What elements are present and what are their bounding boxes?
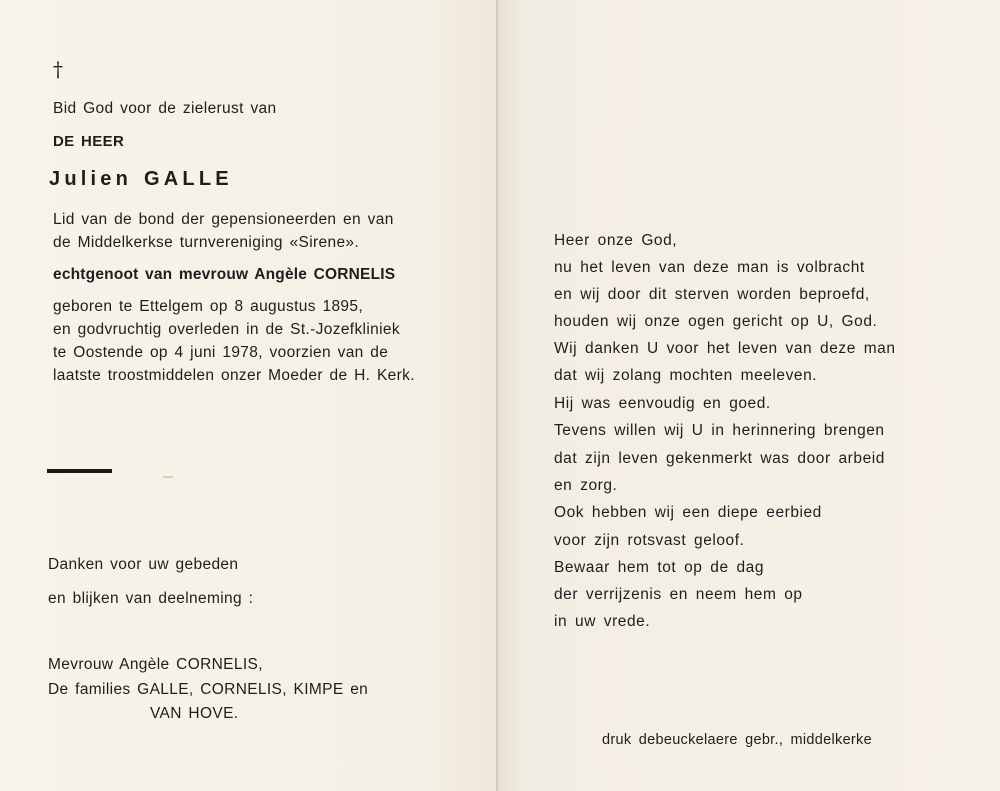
first-name: Julien: [49, 168, 132, 190]
last-name: GALLE: [144, 168, 233, 190]
biography-line-4: laatste troostmiddelen onzer Moeder de H. Kerk.: [53, 367, 415, 384]
prayer-line-12: voor zijn rotsvast geloof.: [554, 532, 745, 549]
prayer-line-14: der verrijzenis en neem hem op: [554, 586, 803, 603]
family-line-3: VAN HOVE.: [150, 705, 239, 722]
membership-line-2: de Middelkerkse turnvereniging «Sirene».: [53, 234, 360, 251]
thanks-line-1: Danken voor uw gebeden: [48, 556, 239, 573]
thanks-line-2: en blijken van deelneming :: [48, 590, 254, 607]
right-panel: [498, 0, 1000, 791]
deceased-name: [49, 166, 233, 192]
membership-line-1: Lid van de bond der gepensioneerden en van: [53, 211, 394, 228]
prayer-line-5: Wij danken U voor het leven van deze man: [554, 340, 896, 357]
printer-credit: druk debeuckelaere gebr., middelkerke: [602, 732, 872, 748]
prayer-line-13: Bewaar hem tot op de dag: [554, 559, 765, 576]
prayer-line-8: Tevens willen wij U in herinnering brengen: [554, 422, 885, 439]
cross-icon: †: [53, 57, 63, 81]
title-text: DE HEER: [53, 133, 125, 150]
biography-line-1: geboren te Ettelgem op 8 augustus 1895,: [53, 298, 364, 315]
left-panel: [0, 0, 498, 791]
biography-line-2: en godvruchtig overleden in de St.-Jozefkliniek: [53, 321, 400, 338]
prayer-line-4: houden wij onze ogen gericht op U, God.: [554, 313, 878, 330]
prayer-line-10: en zorg.: [554, 477, 618, 494]
spouse-text: echtgenoot van mevrouw Angèle CORNELIS: [53, 266, 396, 283]
prayer-line-6: dat wij zolang mochten meeleven.: [554, 367, 818, 384]
biography-line-3: te Oostende op 4 juni 1978, voorzien van de: [53, 344, 389, 361]
intro-text: Bid God voor de zielerust van: [53, 100, 277, 117]
prayer-line-9: dat zijn leven gekenmerkt was door arbeid: [554, 450, 885, 467]
prayer-line-2: nu het leven van deze man is volbracht: [554, 259, 865, 276]
prayer-line-11: Ook hebben wij een diepe eerbied: [554, 504, 822, 521]
prayer-line-15: in uw vrede.: [554, 613, 651, 630]
prayer-line-1: Heer onze God,: [554, 232, 678, 249]
prayer-line-3: en wij door dit sterven worden beproefd,: [554, 286, 870, 303]
divider-line: [47, 469, 112, 473]
family-line-2: De families GALLE, CORNELIS, KIMPE en: [48, 681, 369, 698]
family-line-1: Mevrouw Angèle CORNELIS,: [48, 656, 263, 673]
prayer-line-7: Hij was eenvoudig en goed.: [554, 395, 771, 412]
paper-speck: [163, 476, 173, 478]
